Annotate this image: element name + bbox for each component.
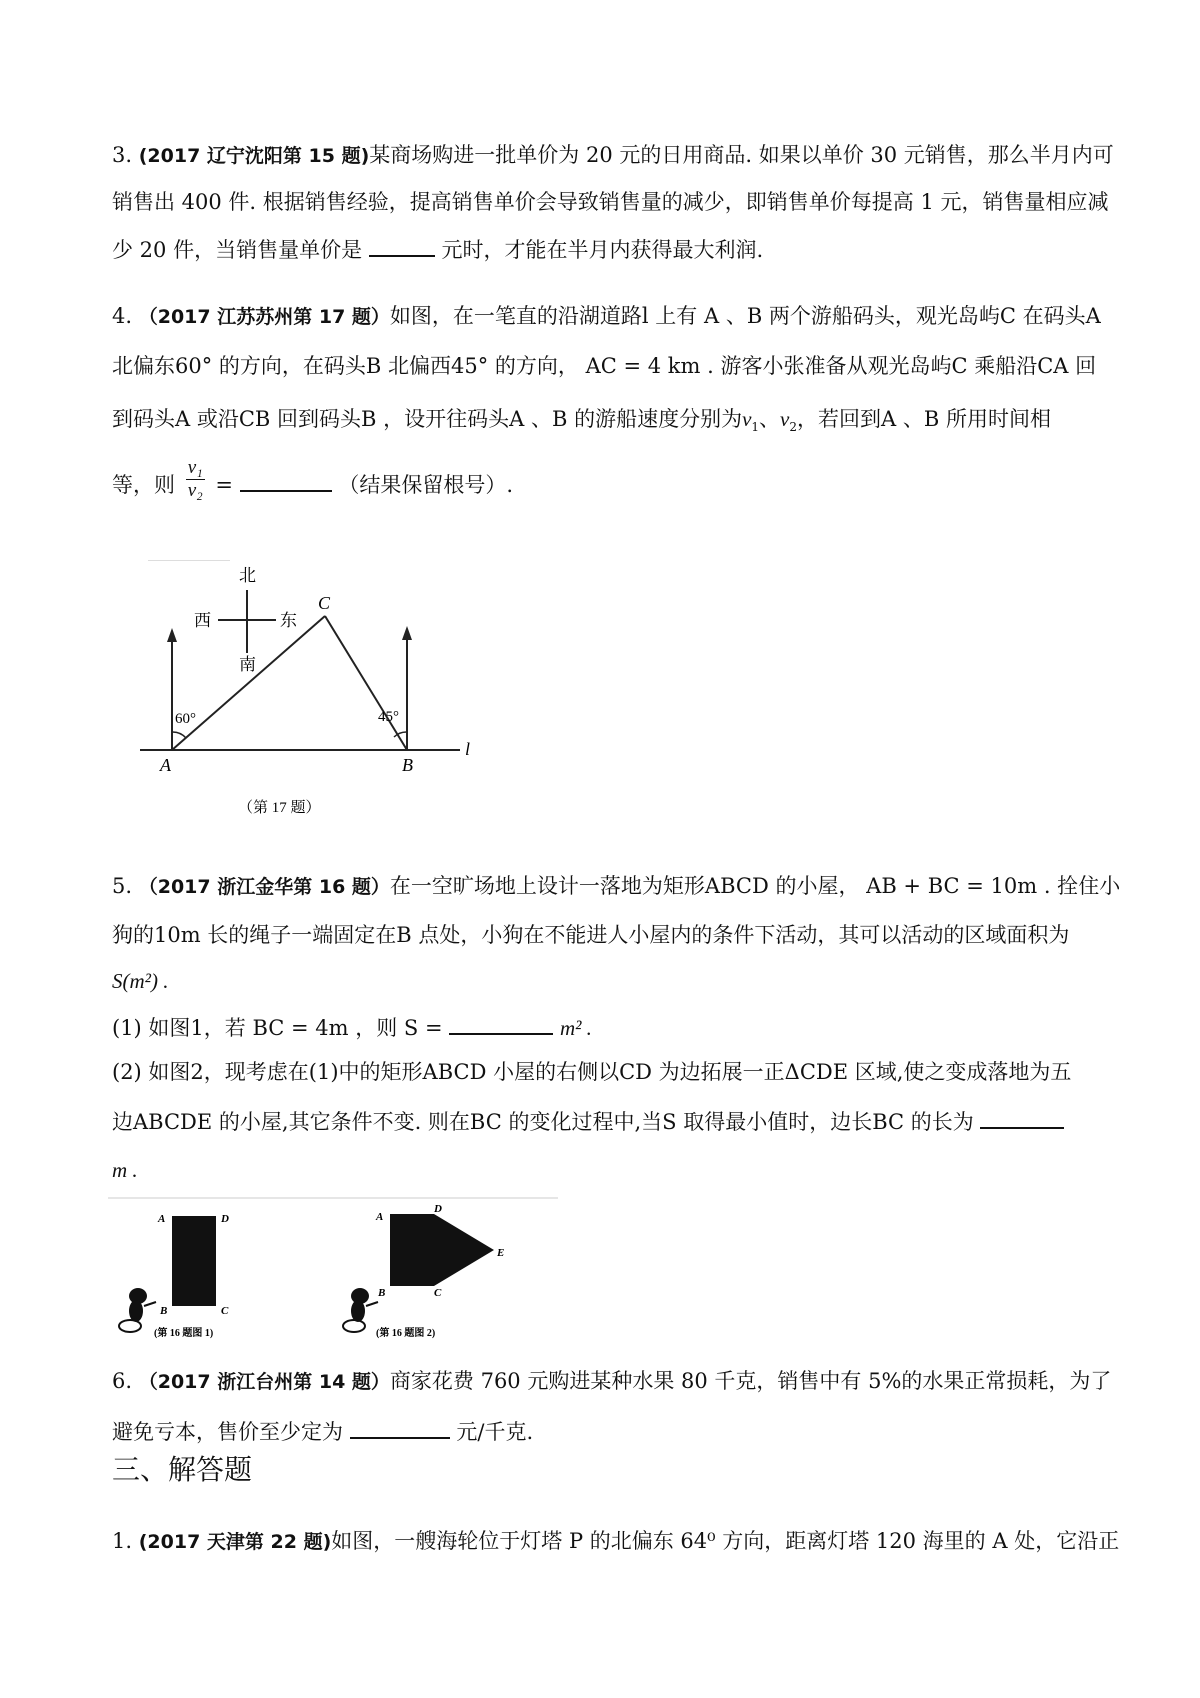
q5-text-3: S(m²) . [112,969,169,993]
q5-line-1 [112,871,1120,902]
q5-part1 [112,1011,592,1043]
segment-ac [172,616,325,750]
q3-answer-blank[interactable] [369,233,435,257]
q5-part2-answer-blank[interactable] [980,1105,1064,1129]
point-label-a: A [160,755,171,775]
q4-source: （2017 江苏苏州第 17 题） [138,306,390,328]
figure17-caption: （第 17 题） [238,800,321,816]
q3-text-1: 某商场购进一批单价为 20 元的日用商品. 如果以单价 30 元销售，那么半月内可 [369,143,1114,167]
q4-v2-sub: 2 [789,420,798,435]
q4-text-3a: 到码头A 或沿CB 回到码头B ，设开往码头A 、B 的游船速度分别为 [112,407,743,431]
q4-line-3 [112,404,1051,442]
a1-number: 1. [112,1529,133,1553]
compass-east: 东 [280,611,297,630]
q6-text-2a: 避免亏本，售价至少定为 [112,1420,343,1444]
q5-part1-text-a: (1) 如图1，若 BC = 4m ，则 S = [112,1016,443,1040]
q3-source: (2017 辽宁沈阳第 15 题) [138,145,370,167]
segment-cb [325,616,407,750]
q5-part1-text-b: m² . [559,1016,592,1040]
fig2-label-e: E [497,1247,505,1259]
angle-arc-a [172,732,186,738]
fig1-label-d: D [221,1213,229,1225]
a1-line-1 [112,1526,1119,1557]
compass-north: 北 [239,566,256,585]
q5-part1-answer-blank[interactable] [449,1011,553,1035]
q5-figures [108,1196,568,1344]
dog-icon-fig2 [343,1288,378,1332]
q4-text-4a: 等，则 [112,473,175,497]
house-rect-fig1 [172,1216,216,1306]
fig2-label-a: A [376,1211,384,1223]
q3-number: 3. [112,143,133,167]
q5-part2-line-1 [112,1057,1071,1087]
q5-number: 5. [112,874,133,898]
q6-text-1: 商家花费 760 元购进某种水果 80 千克，销售中有 5%的水果正常损耗，为了 [389,1369,1112,1393]
q3-text-3b: 元时，才能在半月内获得最大利润. [441,238,764,262]
fig1-label-b: B [160,1305,168,1317]
road-label-l: l [465,739,471,759]
q4-fraction-numerator: v₁ [187,457,203,478]
q6-line-1 [112,1366,1111,1397]
point-label-c: C [318,593,331,613]
q4-sep: 、 [759,407,781,431]
section-heading: 三、解答题 [112,1453,253,1486]
q6-answer-blank[interactable] [350,1415,450,1439]
q4-text-3b: ，若回到A 、B 所用时间相 [797,407,1051,431]
q4-fraction [186,457,205,502]
q4-answer-blank[interactable] [240,468,332,492]
q5-part2-text-c: m . [112,1158,138,1182]
q4-figure [130,560,490,822]
q6-line-2 [112,1415,533,1447]
north-arrowhead-b [402,626,412,640]
q4-v1-sub: 1 [751,420,760,435]
dog-icon-fig1 [119,1288,156,1332]
q6-source: （2017 浙江台州第 14 题） [138,1371,390,1393]
q5-part2-text-a: (2) 如图2，现考虑在(1)中的矩形ABCD 小屋的右侧以CD 为边拓展一正ΔCDE 区域,使之变成落地为五 [112,1060,1072,1084]
q6-number: 6. [112,1369,133,1393]
q5-line-3 [112,966,168,996]
point-label-b: B [402,755,413,775]
q4-v2: v [780,407,790,431]
q3-text-2: 销售出 400 件. 根据销售经验，提高销售单价会导致销售量的减少，即销售单价每提高 1 元，销售量相应减 [112,190,1109,214]
q5-line-2 [112,920,1069,950]
q3-line-2 [112,187,1109,217]
fig1-label-c: C [221,1305,229,1317]
house-pentagon-fig2 [390,1214,494,1286]
fig2-label-d: D [434,1203,442,1215]
fig1-caption: (第 16 题图 1) [154,1328,214,1339]
q5-part2-line-3 [112,1155,138,1185]
compass-west: 西 [194,611,211,630]
fig2-caption: (第 16 题图 2) [376,1328,436,1339]
fig1-label-a: A [158,1213,166,1225]
q3-line-3 [112,233,763,265]
q4-line-1 [112,301,1101,332]
angle-label-a: 60° [175,711,196,727]
q5-part2-line-2 [112,1105,1064,1137]
north-arrowhead-a [167,628,177,642]
q3-text-3a: 少 20 件，当销售量单价是 [112,238,363,262]
a1-text-1: 如图，一艘海轮位于灯塔 P 的北偏东 64⁰ 方向，距离灯塔 120 海里的 A 处，它沿正 [331,1529,1120,1553]
fig2-label-c: C [434,1287,442,1299]
q4-text-2: 北偏东60° 的方向，在码头B 北偏西45° 的方向， AC = 4 km . 游客小张准备从观光岛屿C 乘船沿CA 回 [112,354,1097,378]
q4-fraction-denominator: v₂ [187,480,203,501]
q5-part2-text-b: 边ABCDE 的小屋,其它条件不变. 则在BC 的变化过程中,当S 取得最小值时，边长BC 的长为 [112,1110,974,1134]
q4-v1: v [742,407,752,431]
fig2-label-b: B [378,1287,386,1299]
a1-source: (2017 天津第 22 题) [138,1531,332,1553]
q5-text-1: 在一空旷场地上设计一落地为矩形ABCD 的小屋， AB + BC = 10m . 拴住小 [389,874,1121,898]
q4-text-4b: （结果保留根号）. [338,473,514,497]
q3-line-1 [112,140,1114,171]
q5-text-2: 狗的10m 长的绳子一端固定在B 点处，小狗在不能进人小屋内的条件下活动，其可以活动的区域面积为 [112,923,1070,947]
q4-number: 4. [112,304,133,328]
q6-text-2b: 元/千克. [456,1420,534,1444]
angle-label-b: 45° [378,709,399,725]
compass-south: 南 [239,655,256,674]
q4-line-2 [112,351,1096,381]
q4-line-4 [112,457,514,502]
q5-source: （2017 浙江金华第 16 题） [138,876,390,898]
q4-equals: = [215,473,234,497]
q4-text-1: 如图，在一笔直的沿湖道路l 上有 A 、B 两个游船码头，观光岛屿C 在码头A [389,304,1101,328]
